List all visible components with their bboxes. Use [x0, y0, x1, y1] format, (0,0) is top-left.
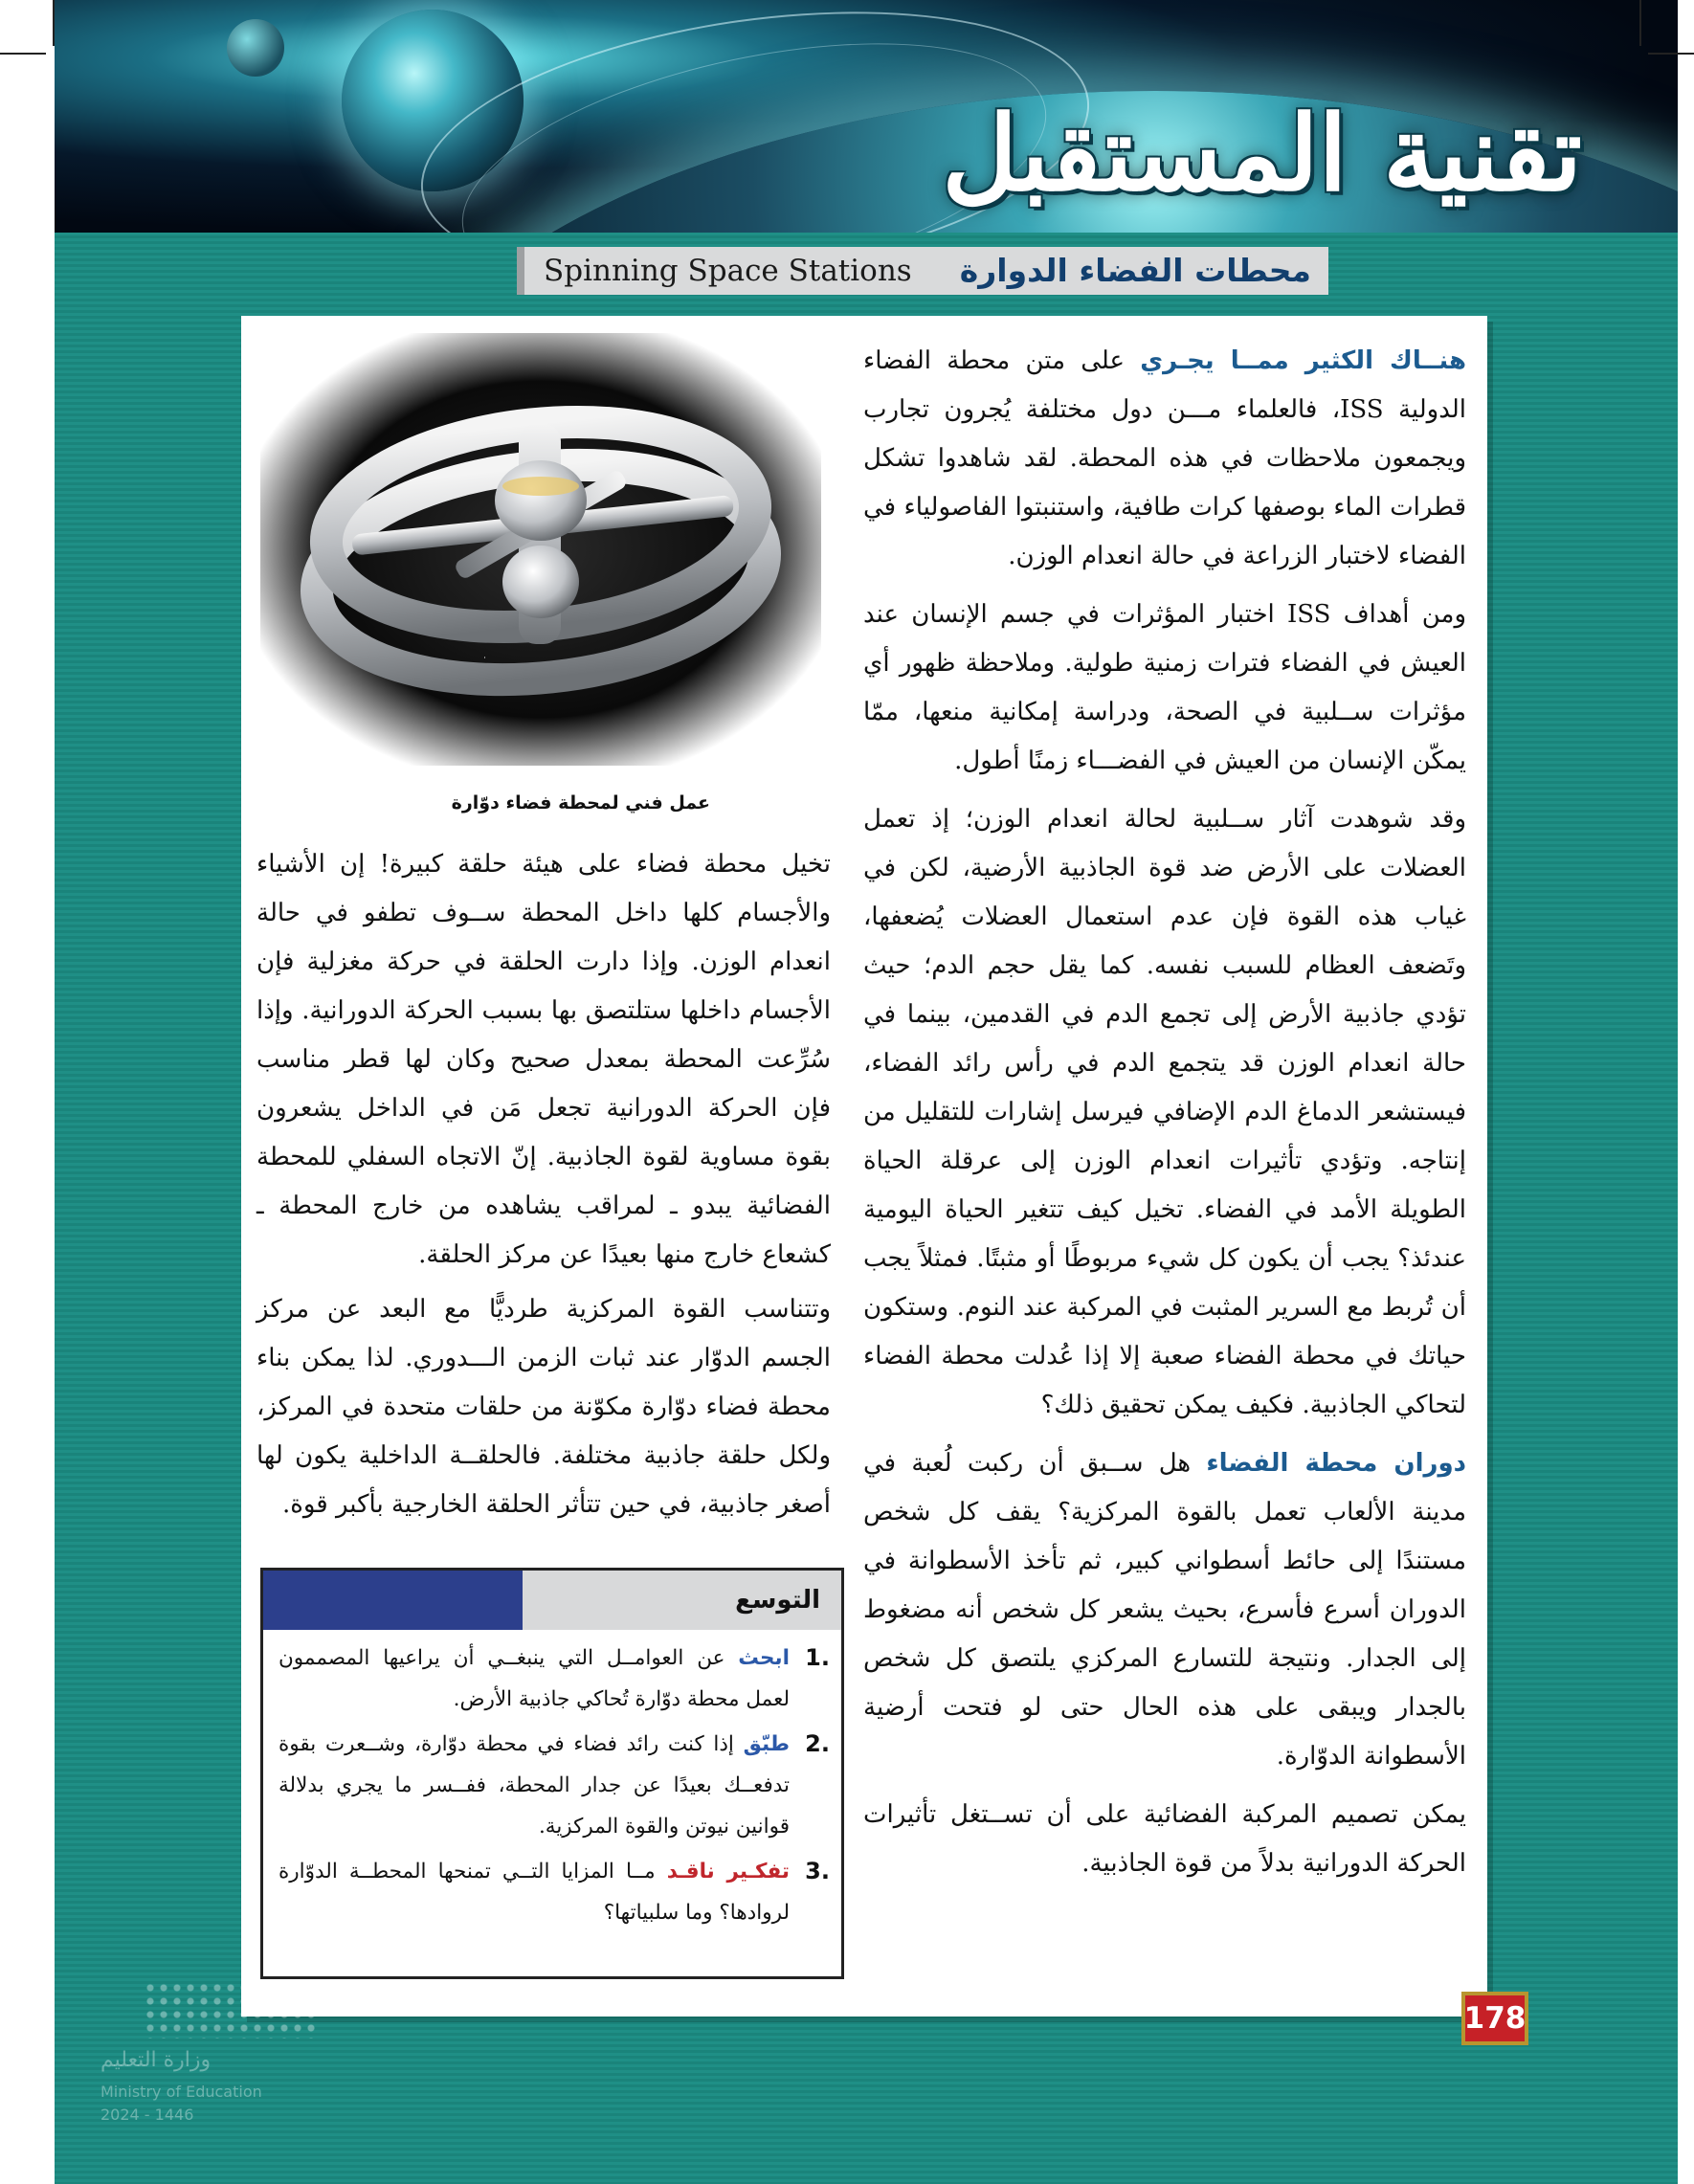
- paragraph-text: هل ســبق أن ركبت لُعبة في مدينة الألعاب تعمل بالقوة المركزية؟ يقف كل شخص مستندًا إلى حائط أسطواني كبير، ثم تأخذ الأسطوانة في الدوران أسرع فأسرع، بحيث يشعر كل شخص أنه مضغوط إلى الجدار. ونتيجة للتسارع المركزي يلتصق كل شخص بالجدار ويبقى على هذه الحال حتى لو فتحت أرضية الأسطوانة الدوّارة.: [863, 1449, 1466, 1771]
- paragraph: وتتناسب القوة المركزية طرديًّا مع البعد عن مركز الجسم الدوّار عند ثبات الزمن الـــدوري. لذا يمكن بناء محطة فضاء دوّارة مكوّنة من حلقات متحدة في المركز، ولكل حلقة جاذبية مختلفة. فالحلقــة الداخلية يكون لها أصغر جاذبية، في حين تتأثر الحلقة الخارجية بأكبر قوة.: [256, 1295, 831, 1519]
- item-keyword: تفكـير ناقـد: [666, 1860, 791, 1883]
- item-number: .3: [805, 1858, 830, 1884]
- extension-box: [260, 1568, 844, 1979]
- ministry-logo-icon: [144, 1981, 316, 2039]
- page-number: 178: [1461, 1992, 1528, 2045]
- extension-box-title: التوسع: [523, 1571, 841, 1630]
- crop-mark: [0, 53, 46, 55]
- paragraph: [863, 337, 1466, 581]
- paragraph: [863, 1439, 1466, 1781]
- paragraph: ومن أهداف ISS اختبار المؤثرات في جسم الإنسان عند العيش في الفضاء فترات زمنية طولية. وملاحظة ظهور أي مؤثرات ســلبية في الصحة، ودراسة إمكانية منعها، ممّا يمكّن الإنسان من العيش في الفضـــاء زمنًا أطول.: [863, 600, 1466, 775]
- list-item: [279, 1724, 830, 1847]
- paragraph: وقد شوهدت آثار ســلبية لحالة انعدام الوزن؛ إذ تعمل العضلات على الأرض ضد قوة الجاذبية الأرضية، لكن في غياب هذه القوة فإن عدم استعمال العضلات يُضعفها، وتَضعف العظام للسبب نفسه. كما يقل حجم الدم؛ حيث تؤدي جاذبية الأرض إلى تجمع الدم في القدمين، بينما في حالة انعدام الوزن قد يتجمع الدم في رأس رائد الفضاء، فيستشعر الدماغ الدم الإضافي فيرسل إشارات للتقليل من إنتاجه. وتؤدي تأثيرات انعدام الوزن إلى عرقلة الحياة الطويلة الأمد في الفضاء. تخيل كيف تتغير الحياة اليومية عندئذ؟ يجب أن يكون كل شيء مربوطًا أو مثبتًا. فمثلاً يجب أن تُربط مع السرير المثبت في المركبة عند النوم. وستكون حياتك في محطة الفضاء صعبة إلا إذا عُدلت محطة الفضاء لتحاكي الجاذبية. فكيف يمكن تحقيق ذلك؟: [863, 805, 1466, 1419]
- item-number: .2: [805, 1730, 830, 1757]
- item-keyword: ابحث: [738, 1646, 790, 1670]
- left-column: [256, 840, 831, 1535]
- watermark-arabic: وزارة التعليم: [100, 2048, 212, 2072]
- paragraph: يمكن تصميم المركبة الفضائية على أن تســتغل تأثيرات الحركة الدورانية بدلاً من قوة الجاذبية.: [863, 1800, 1466, 1878]
- paragraph-text: على متن محطة الفضاء الدولية ISS، فالعلماء مـــن دول مختلفة يُجرون تجارب ويجمعون ملاحظات في هذه المحطة. لقد شاهدوا تشكل قطرات الماء بوصفها كرات طافية، واستنبتوا الفاصولياء في الفضاء لاختبار الزراعة في حالة انعدام الوزن.: [863, 346, 1466, 570]
- item-keyword: طبّق: [743, 1732, 790, 1756]
- crop-mark: [1639, 0, 1641, 46]
- lead-in: دوران محطة الفضاء: [1206, 1449, 1466, 1478]
- extension-box-header: [263, 1571, 841, 1630]
- page-title: تقنية المستقبل: [942, 94, 1582, 214]
- paragraph: تخيل محطة فضاء على هيئة حلقة كبيرة! إن الأشياء والأجسام كلها داخل المحطة ســوف تطفو في حالة انعدام الوزن. وإذا دارت الحلقة في حركة مغزلية فإن الأجسام داخلها ستلتصق بها بسبب الحركة الدورانية. وإذا سُرِّعت المحطة بمعدل صحيح وكان لها قطر مناسب فإن الحركة الدورانية تجعل مَن في الداخل يشعرون بقوة مساوية لقوة الجاذبية. إنّ الاتجاه السفلي للمحطة الفضائية يبدو ـ لمراقب يشاهده من خارج المحطة ـ كشعاع خارج منها بعيدًا عن مركز الحلقة.: [256, 850, 831, 1269]
- extension-list: [263, 1630, 841, 1933]
- crop-mark: [53, 0, 55, 46]
- subtitle-arabic: محطات الفضاء الدوارة: [959, 252, 1311, 289]
- watermark-english: Ministry of Education: [100, 2083, 262, 2101]
- item-number: .1: [805, 1644, 830, 1671]
- header-banner: [55, 0, 1678, 233]
- figure-caption: عمل فني لمحطة فضاء دوّارة: [451, 792, 710, 813]
- moon-illustration: [227, 19, 284, 77]
- list-item: [279, 1638, 830, 1720]
- list-item: [279, 1851, 830, 1933]
- lead-in: هنــاك الكثير ممــا يجـري: [1140, 346, 1467, 375]
- space-station-figure: [260, 333, 821, 766]
- item-text: عن العوامــل التي ينبغــي أن يراعيها المصممون لعمل محطة دوّارة تُحاكي جاذبية الأرض.: [279, 1646, 790, 1711]
- item-text: إذا كنت رائد فضاء في محطة دوّارة، وشــعرت بقوة تدفعــك بعيدًا عن جدار المحطة، ففــسر ما يجري بدلالة قوانين نيوتن والقوة المركزية.: [279, 1732, 790, 1839]
- watermark-year: 2024 - 1446: [100, 2106, 194, 2124]
- right-column: [863, 337, 1466, 1898]
- item-text: مــا المزايا التــي تمنحها المحطــة الدوّارة لروادها؟ وما سلبياتها؟: [279, 1860, 790, 1925]
- header-color-block: [263, 1571, 523, 1630]
- space-station-illustration: [260, 333, 821, 766]
- crop-mark: [1648, 53, 1694, 55]
- subtitle-english: Spinning Space Stations: [544, 254, 912, 288]
